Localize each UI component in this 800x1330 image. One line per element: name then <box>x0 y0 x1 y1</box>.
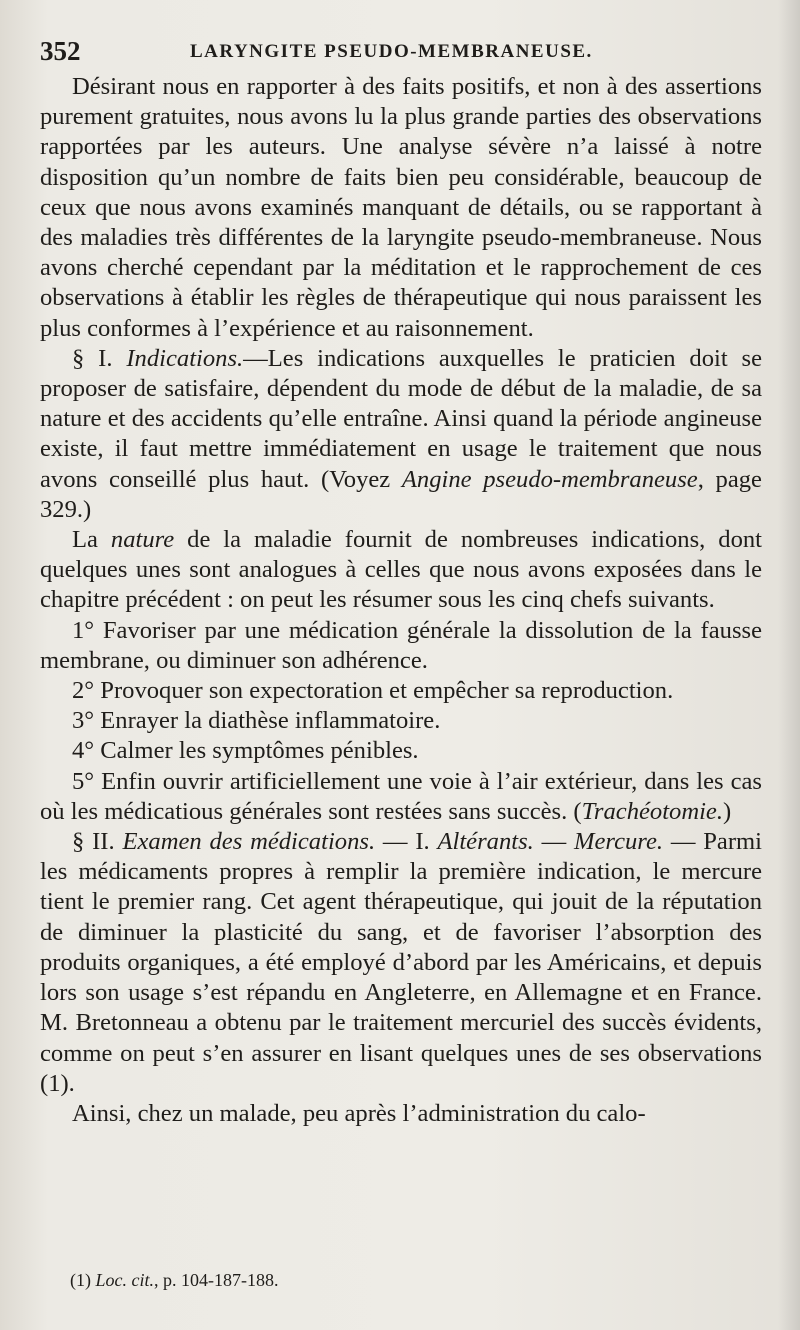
list-item-3: 3° Enrayer la diathèse inflammatoire. <box>72 707 441 735</box>
paragraph-medications <box>40 827 762 1099</box>
footnote-marker: (1) <box>70 1270 91 1290</box>
list-item-1: 1° Favoriser par une médication générale la dissolution de la fausse membrane, ou diminuer son adhérence. <box>40 616 762 674</box>
paragraph-text: La <box>72 526 111 554</box>
cross-reference: Angine pseudo-membraneuse <box>401 465 698 493</box>
section-title: Indications. <box>126 344 244 372</box>
paragraph-text: — Parmi les médicaments propres à remplir la première indication, le mercure tient le premier rang. Cet agent thérapeutique, qui jouit de la réputation de diminuer la plasticité du sang, et de favoriser l’absorption des produits organiques, a été employé d’abord par les Américains, et depuis lors son usage s’est répandu en Angleterre, en Allemagne et en France. M. Bretonneau a obtenu par le traitement mercuriel des succès évidents, comme on peut s’en assurer en lisant quelques unes de ses observations (1). <box>40 828 762 1097</box>
paragraph-text: de la maladie fournit de nombreuses indications, dont quelques unes sont analogues à celles que nous avons exposées dans le chapitre précédent : on peut les résumer sous les cinq chefs suivants. <box>40 526 762 614</box>
paragraph-nature <box>40 525 762 616</box>
section-label: § I. <box>72 344 113 372</box>
subsection-title: Mercure. <box>574 828 664 856</box>
paragraph-intro: Désirant nous en rapporter à des faits positifs, et non à des assertions purement gratuites, nous avons lu la plus grande parties des observations rapportées par les auteurs. Une analyse sévère n’a laissé à notre disposition qu’un nombre de faits bien peu considérable, beaucoup de ceux que nous avons examinés manquant de détails, ou se rapportant à des maladies très différentes de la laryngite pseudo-membraneuse. Nous avons cherché cependant par la méditation et le rapprochement de ces observations à établir les règles de thérapeutique qui nous paraissent les plus conformes à l’expérience et au raisonnement. <box>40 73 762 342</box>
paragraph-continued: Ainsi, chez un malade, peu après l’administration du calo- <box>72 1099 646 1127</box>
list-item-2: 2° Provoquer son expectoration et empêcher sa reproduction. <box>72 677 674 705</box>
paragraph-indications <box>40 344 762 525</box>
paragraph-text: ) <box>723 797 732 825</box>
footnote <box>70 1270 750 1291</box>
list-item-5 <box>40 767 762 827</box>
emphasis: nature <box>110 526 175 554</box>
footnote-text: , p. 104-187-188. <box>154 1270 279 1290</box>
paragraph-text: —Les indications auxquelles le praticien doit se proposer de satisfaire, dépendent du mode de début de la maladie, de sa nature et des accidents qu’elle entraîne. Ainsi quand la période angineuse existe, il faut mettre immédiatement en usage le traitement que nous avons conseillé plus haut. (Voyez <box>40 344 762 493</box>
subsection-title: Altérants. <box>437 828 534 856</box>
paragraph-text: 5° Enfin ouvrir artificiellement une voie à l’air extérieur, dans les cas où les médicatious générales sont restées sans succès. ( <box>40 767 762 825</box>
list-item-4: 4° Calmer les symptômes pénibles. <box>72 737 419 765</box>
separator: — <box>533 828 575 856</box>
running-title: LARYNGITE PSEUDO-MEMBRANEUSE. <box>190 41 593 62</box>
footnote-reference: Loc. cit. <box>95 1270 154 1290</box>
paragraph-text: , page 329.) <box>40 465 762 523</box>
page-number: 352 <box>40 36 81 66</box>
separator: — I. <box>375 828 438 856</box>
section-title: Examen des médications. <box>122 828 376 856</box>
emphasis: Trachéotomie. <box>581 797 723 825</box>
section-label: § II. <box>72 828 115 856</box>
page-header <box>40 36 760 70</box>
body-text <box>40 72 762 1129</box>
